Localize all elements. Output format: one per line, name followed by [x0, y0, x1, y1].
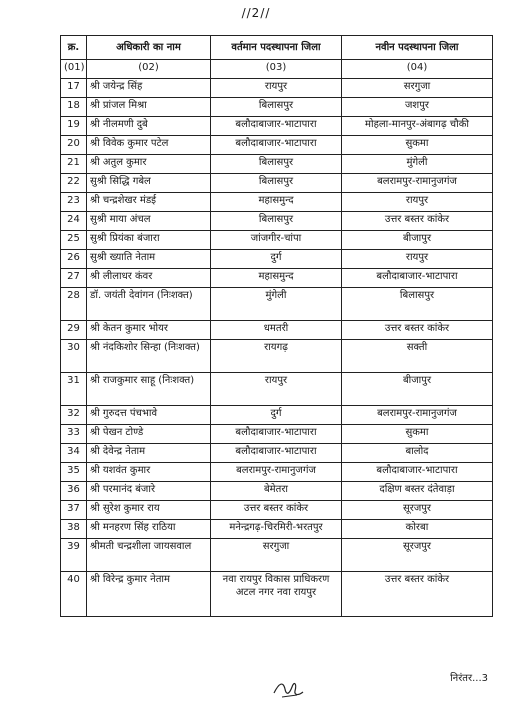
- row-sno: 28: [61, 288, 87, 321]
- current-district: बलौदाबाजार-भाटापारा: [211, 117, 342, 136]
- officer-name: श्री केतन कुमार भोयर: [87, 321, 211, 340]
- new-district: रायपुर: [342, 250, 493, 269]
- new-district: उत्तर बस्तर कांकेर: [342, 572, 493, 617]
- row-sno: 27: [61, 269, 87, 288]
- column-index-row: [61, 60, 493, 79]
- officer-name: सुश्री प्रियंका बंजारा: [87, 231, 211, 250]
- officer-name: श्री विवेक कुमार पटेल: [87, 136, 211, 155]
- row-sno: 21: [61, 155, 87, 174]
- row-sno: 37: [61, 501, 87, 520]
- new-district: सरगुजा: [342, 79, 493, 98]
- new-district: मोहला-मानपुर-अंबागढ़ चौकी: [342, 117, 493, 136]
- current-district: दुर्ग: [211, 250, 342, 269]
- row-sno: 17: [61, 79, 87, 98]
- row-sno: 38: [61, 520, 87, 539]
- new-district: दक्षिण बस्तर दंतेवाड़ा: [342, 482, 493, 501]
- table-row: [61, 288, 493, 321]
- row-sno: 32: [61, 406, 87, 425]
- officer-name: श्री जयेन्द्र सिंह: [87, 79, 211, 98]
- row-sno: 22: [61, 174, 87, 193]
- current-district: बिलासपुर: [211, 212, 342, 231]
- new-district: कोरबा: [342, 520, 493, 539]
- row-sno: 23: [61, 193, 87, 212]
- officer-name: श्री राजकुमार साहू (निःशक्त): [87, 373, 211, 406]
- officer-name: डॉ. जयंती देवांगन (निःशक्त): [87, 288, 211, 321]
- officer-name: श्री परमानंद बंजारे: [87, 482, 211, 501]
- table-row: [61, 79, 493, 98]
- new-district: बिलासपुर: [342, 288, 493, 321]
- page-number: //2//: [241, 6, 271, 20]
- row-sno: 30: [61, 340, 87, 373]
- new-district: बीजापुर: [342, 373, 493, 406]
- new-district: सुकमा: [342, 425, 493, 444]
- header-name: अधिकारी का नाम: [87, 36, 211, 60]
- table-row: [61, 174, 493, 193]
- signature: [270, 676, 306, 700]
- table-row: [61, 98, 493, 117]
- current-district: बलौदाबाजार-भाटापारा: [211, 136, 342, 155]
- table-row: [61, 425, 493, 444]
- new-district: बलौदाबाजार-भाटापारा: [342, 269, 493, 288]
- current-district: बिलासपुर: [211, 98, 342, 117]
- officer-name: सुश्री माया अंचल: [87, 212, 211, 231]
- current-district: रायगढ़: [211, 340, 342, 373]
- new-district: सक्ती: [342, 340, 493, 373]
- officer-name: सुश्री ख्याति नेताम: [87, 250, 211, 269]
- row-sno: 31: [61, 373, 87, 406]
- current-district: दुर्ग: [211, 406, 342, 425]
- table-row: [61, 444, 493, 463]
- row-sno: 19: [61, 117, 87, 136]
- table-row: [61, 231, 493, 250]
- row-sno: 34: [61, 444, 87, 463]
- new-district: जशपुर: [342, 98, 493, 117]
- transfer-table: [60, 35, 493, 617]
- new-district: उत्तर बस्तर कांकेर: [342, 321, 493, 340]
- officer-name: श्री नंदकिशोर सिन्हा (निःशक्त): [87, 340, 211, 373]
- row-sno: 35: [61, 463, 87, 482]
- current-district: मुंगेली: [211, 288, 342, 321]
- column-index-name: (02): [87, 60, 211, 79]
- new-district: सुकमा: [342, 136, 493, 155]
- officer-name: श्री अतुल कुमार: [87, 155, 211, 174]
- officer-name: श्री मनहरण सिंह राठिया: [87, 520, 211, 539]
- officer-name: श्री देवेन्द्र नेताम: [87, 444, 211, 463]
- table-row: [61, 406, 493, 425]
- current-district: उत्तर बस्तर कांकेर: [211, 501, 342, 520]
- table-row: [61, 212, 493, 231]
- officer-name: श्री यशवंत कुमार: [87, 463, 211, 482]
- row-sno: 40: [61, 572, 87, 617]
- table-body: [61, 79, 493, 617]
- current-district: रायपुर: [211, 79, 342, 98]
- column-index-sno: (01): [61, 60, 87, 79]
- current-district: महासमुन्द: [211, 193, 342, 212]
- row-sno: 20: [61, 136, 87, 155]
- current-district: सरगुजा: [211, 539, 342, 572]
- table-row: [61, 373, 493, 406]
- table-row: [61, 193, 493, 212]
- officer-name: श्री चन्द्रशेखर मंडई: [87, 193, 211, 212]
- officer-name: श्रीमती चन्द्रशीला जायसवाल: [87, 539, 211, 572]
- row-sno: 33: [61, 425, 87, 444]
- header-row: [61, 36, 493, 60]
- new-district: बीजापुर: [342, 231, 493, 250]
- table-row: [61, 136, 493, 155]
- new-district: मुंगेली: [342, 155, 493, 174]
- table-row: [61, 572, 493, 617]
- officer-name: श्री पेखन टोण्डे: [87, 425, 211, 444]
- officer-name: श्री विरेन्द्र कुमार नेताम: [87, 572, 211, 617]
- current-district: बलौदाबाजार-भाटापारा: [211, 425, 342, 444]
- current-district: बलरामपुर-रामानुजगंज: [211, 463, 342, 482]
- continued-note: निरंतर...3: [450, 673, 488, 684]
- new-district: सूरजपुर: [342, 539, 493, 572]
- current-district: महासमुन्द: [211, 269, 342, 288]
- column-index-current: (03): [211, 60, 342, 79]
- table-row: [61, 501, 493, 520]
- table-row: [61, 482, 493, 501]
- current-district: बिलासपुर: [211, 174, 342, 193]
- new-district: उत्तर बस्तर कांकेर: [342, 212, 493, 231]
- current-district: जांजगीर-चांपा: [211, 231, 342, 250]
- table-row: [61, 463, 493, 482]
- new-district: बलरामपुर-रामानुजगंज: [342, 406, 493, 425]
- current-district: मनेन्द्रगढ़-चिरमिरी-भरतपुर: [211, 520, 342, 539]
- new-district: सूरजपुर: [342, 501, 493, 520]
- row-sno: 26: [61, 250, 87, 269]
- row-sno: 24: [61, 212, 87, 231]
- current-district: नवा रायपुर विकास प्राधिकरण अटल नगर नवा रायपुर: [211, 572, 342, 617]
- row-sno: 18: [61, 98, 87, 117]
- officer-name: श्री लीलाधर कंवर: [87, 269, 211, 288]
- new-district: बालोद: [342, 444, 493, 463]
- row-sno: 36: [61, 482, 87, 501]
- row-sno: 29: [61, 321, 87, 340]
- table-row: [61, 340, 493, 373]
- new-district: रायपुर: [342, 193, 493, 212]
- current-district: रायपुर: [211, 373, 342, 406]
- row-sno: 25: [61, 231, 87, 250]
- officer-name: श्री प्रांजल मिश्रा: [87, 98, 211, 117]
- header-current-district: वर्तमान पदस्थापना जिला: [211, 36, 342, 60]
- officer-name: श्री नीलमणी दुबे: [87, 117, 211, 136]
- table-row: [61, 539, 493, 572]
- row-sno: 39: [61, 539, 87, 572]
- officer-name: श्री सुरेश कुमार राय: [87, 501, 211, 520]
- table-row: [61, 250, 493, 269]
- current-district: बेमेतरा: [211, 482, 342, 501]
- table-row: [61, 269, 493, 288]
- header-new-district: नवीन पदस्थापना जिला: [342, 36, 493, 60]
- column-index-new: (04): [342, 60, 493, 79]
- new-district: बलौदाबाजार-भाटापारा: [342, 463, 493, 482]
- table-row: [61, 520, 493, 539]
- table-row: [61, 117, 493, 136]
- officer-name: सुश्री सिद्धि गबेल: [87, 174, 211, 193]
- current-district: धमतरी: [211, 321, 342, 340]
- officer-name: श्री गुरुदत्त पंचभावे: [87, 406, 211, 425]
- header-sno: क्र.: [61, 36, 87, 60]
- current-district: बिलासपुर: [211, 155, 342, 174]
- new-district: बलरामपुर-रामानुजगंज: [342, 174, 493, 193]
- table-row: [61, 155, 493, 174]
- current-district: बलौदाबाजार-भाटापारा: [211, 444, 342, 463]
- table-row: [61, 321, 493, 340]
